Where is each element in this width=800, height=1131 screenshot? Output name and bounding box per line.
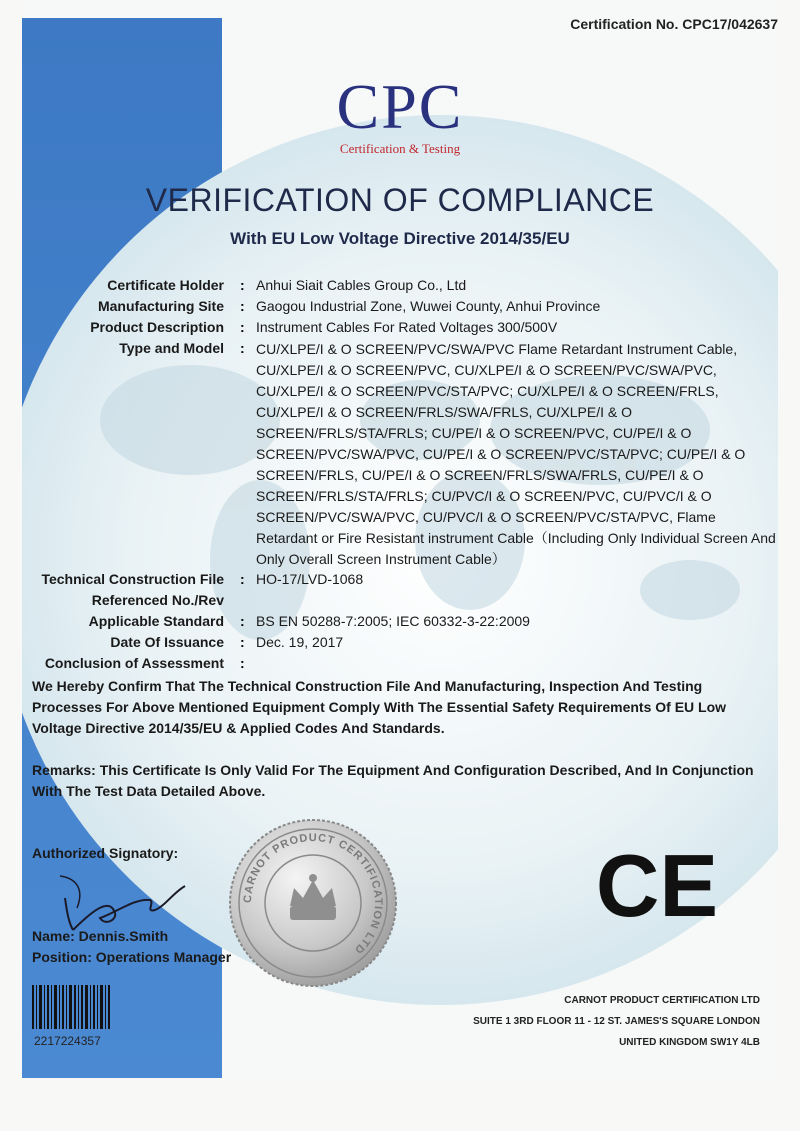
field-colon: : [240, 340, 245, 356]
field-label: Date Of Issuance [110, 634, 224, 650]
field-value: CU/XLPE/I & O SCREEN/PVC/SWA/PVC Flame Retardant Instrument Cable, CU/XLPE/I & O SCREEN/PVC, CU/XLPE/I & O SCREEN/PVC/SWA/PVC, CU/XLPE/I & O SCREEN/PVC/STA/PVC; CU/XLPE/I & O SCREEN/FRLS, CU/XLPE/I & O SCREEN/FRLS/SWA/FRLS, CU/XLPE/I & O SCREEN/FRLS/STA/FRLS; CU/PE/I & O SCREEN/PVC, CU/PE/I & O SCREEN/PVC/SWA/PVC, CU/PE/I & O SCREEN/PVC/STA/PVC; CU/PE/I & O SCREEN/FRLS, CU/PE/I & O SCREEN/FRLS/SWA/FRLS, CU/PE/I & O SCREEN/FRLS/STA/FRLS; CU/PVC/I & O SCREEN/PVC, CU/PVC/I & O SCREEN/PVC/SWA/PVC, CU/PVC/I & O SCREEN/PVC/STA/PVC, Flame Retardant or Fire Resistant instrument Cable（Including Only Individual Screen And Only Overall Screen Instrument Cable） [256, 341, 776, 567]
field-colon: : [240, 655, 245, 671]
ce-mark [592, 838, 722, 928]
ce-mark-text: CE [595, 838, 719, 928]
field-value: Instrument Cables For Rated Voltages 300/500V [256, 319, 558, 335]
barcode-number: 2217224357 [34, 1034, 101, 1048]
field-label: Manufacturing Site [97, 298, 224, 314]
field-colon: : [240, 277, 245, 293]
field-value: BS EN 50288-7:2005; IEC 60332-3-22:2009 [256, 613, 530, 629]
logo-tagline: Certification & Testing [339, 141, 461, 156]
barcode [32, 985, 112, 1031]
field-colon: : [240, 634, 245, 650]
certification-seal [228, 818, 398, 988]
seal-text: CARNOT PRODUCT CERTIFICATION LTD [241, 831, 385, 957]
issuer-name: CARNOT PRODUCT CERTIFICATION LTD [564, 995, 760, 1006]
field-value: Gaogou Industrial Zone, Wuwei County, Anhui Province [256, 298, 601, 314]
signatory-name: Name: Dennis.Smith [32, 928, 169, 944]
cpc-logo [0, 71, 800, 157]
field-label: Certificate Holder [107, 277, 224, 293]
signatory-label: Authorized Signatory: [32, 845, 179, 861]
field-label: Referenced No./Rev [91, 592, 224, 608]
issuer-address-line: SUITE 1 3RD FLOOR 11 - 12 ST. JAMES'S SQUARE LONDON [473, 1016, 760, 1027]
field-label: Conclusion of Assessment [44, 655, 224, 671]
field-value: Anhui Siait Cables Group Co., Ltd [256, 277, 467, 293]
field-label: Type and Model [119, 340, 224, 356]
field-value: Dec. 19, 2017 [256, 634, 344, 650]
document-title: VERIFICATION OF COMPLIANCE [145, 182, 655, 218]
field-label: Product Description [90, 319, 224, 335]
logo-text: CPC [336, 71, 464, 142]
field-label: Applicable Standard [88, 613, 224, 629]
conclusion-text: We Hereby Confirm That The Technical Construction File And Manufacturing, Inspection And Testing Processes For Above Mentioned Equipment Comply With The Essential Safety Requirements Of EU Low Voltage Directive 2014/35/EU & Applied Codes And Standards. [32, 678, 727, 736]
certificate-number: Certification No. CPC17/042637 [570, 16, 778, 32]
field-colon: : [240, 571, 245, 587]
document-subtitle: With EU Low Voltage Directive 2014/35/EU [230, 229, 570, 248]
field-colon: : [240, 319, 245, 335]
signatory-position: Position: Operations Manager [32, 949, 232, 965]
issuer-address-line: UNITED KINGDOM SW1Y 4LB [619, 1037, 760, 1048]
remarks-text: Remarks: This Certificate Is Only Valid For The Equipment And Configuration Described, And In Conjunction With The Test Data Detailed Above. [32, 762, 754, 799]
field-label: Technical Construction File [41, 571, 224, 587]
field-value: HO-17/LVD-1068 [256, 571, 364, 587]
field-colon: : [240, 298, 245, 314]
field-colon: : [240, 613, 245, 629]
